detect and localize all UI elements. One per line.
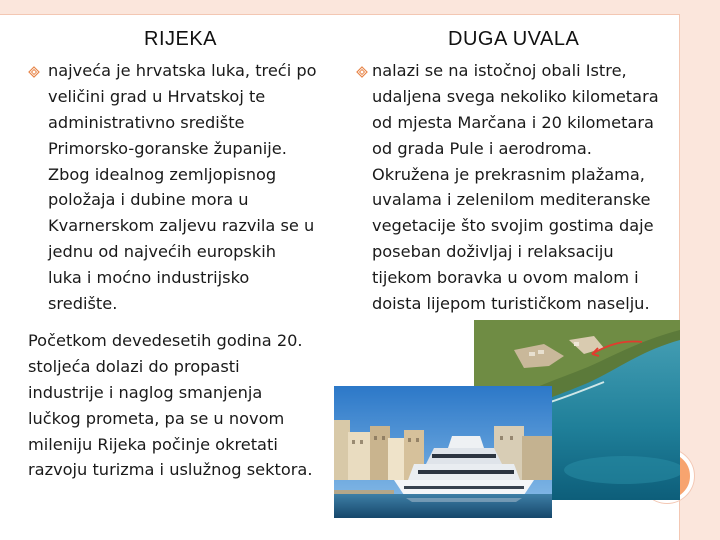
- text-line: Okružena je prekrasnim plažama,: [372, 164, 645, 184]
- text-line: uvalama i zelenilom mediteranske: [372, 190, 651, 210]
- text-line: Zbog idealnog zemljopisnog: [48, 164, 277, 184]
- text-line: nalazi se na istočnoj obali Istre,: [372, 61, 627, 80]
- right-column-title: DUGA UVALA: [448, 28, 580, 50]
- text-line: od grada Pule i aerodroma.: [372, 138, 592, 158]
- slide-frame-top-line: [0, 14, 680, 15]
- text-line: Početkom devedesetih godina 20.: [28, 331, 303, 350]
- text-line: Primorsko-goranske županije.: [48, 138, 287, 158]
- text-line: od mjesta Marčana i 20 kilometara: [372, 112, 654, 132]
- diamond-bullet-icon: [28, 66, 40, 78]
- diamond-bullet-icon: [356, 66, 368, 78]
- text-line: industrije i naglog smanjenja: [28, 382, 263, 402]
- rijeka-yacht-photo: [334, 386, 552, 518]
- text-line: udaljena svega nekoliko kilometara: [372, 86, 659, 106]
- text-line: najveća je hrvatska luka, treći po: [48, 61, 317, 80]
- right-bullet-text: [372, 58, 659, 317]
- left-bullet-text: [48, 58, 317, 317]
- text-line: stoljeća dolazi do propasti: [28, 356, 240, 376]
- text-line: poseban doživljaj i relaksaciju: [372, 242, 614, 262]
- text-line: mileniju Rijeka počinje okretati: [28, 434, 278, 454]
- text-line: luka i moćno industrijsko: [48, 268, 250, 288]
- text-line: središte.: [48, 294, 118, 314]
- text-line: razvoju turizma i uslužnog sektora.: [28, 460, 313, 480]
- text-line: Kvarnerskom zaljevu razvila se u: [48, 216, 315, 236]
- text-line: položaja i dubine mora u: [48, 190, 249, 210]
- text-line: administrativno središte: [48, 112, 245, 132]
- text-line: lučkog prometa, pa se u novom: [28, 408, 285, 428]
- left-column-title: RIJEKA: [144, 28, 218, 50]
- text-line: tijekom boravka u ovom malom i: [372, 268, 639, 288]
- text-line: vegetacije što svojim gostima daje: [372, 216, 654, 236]
- left-paragraph: [28, 328, 312, 483]
- text-line: jednu od najvećih europskih: [48, 242, 277, 262]
- slide-frame-top: [0, 0, 720, 14]
- text-line: veličini grad u Hrvatskoj te: [48, 86, 266, 106]
- text-line: doista lijepom turističkom naselju.: [372, 294, 650, 314]
